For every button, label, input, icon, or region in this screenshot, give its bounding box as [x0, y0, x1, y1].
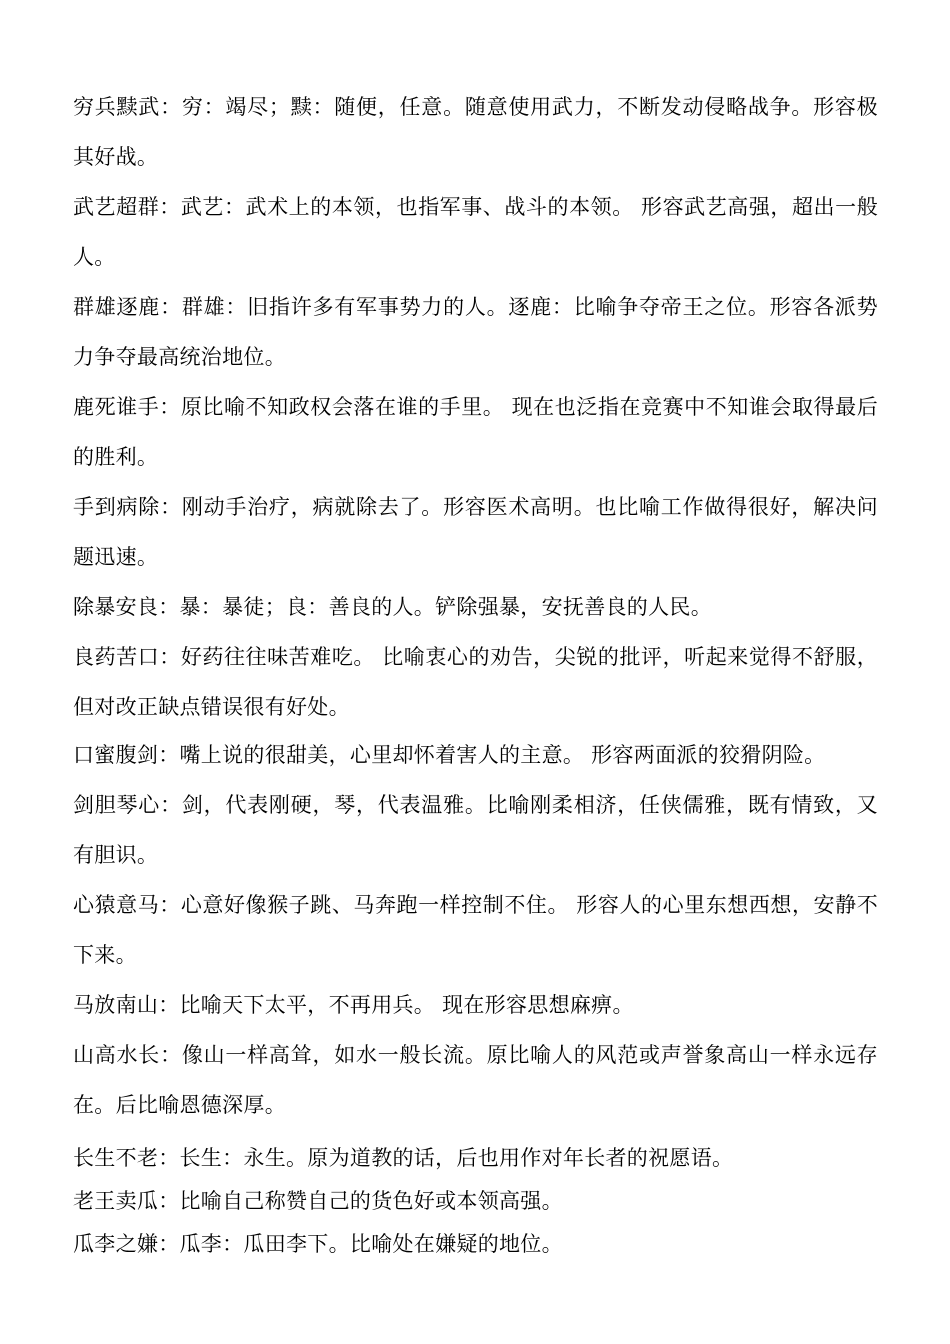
idiom-entry-gualizhixian: 瓜李之嫌：瓜李：瓜田李下。比喻处在嫌疑的地位。 — [73, 1232, 563, 1256]
idiom-entry-liangyaokukou: 良药苦口：好药往往味苦难吃。 比喻衷心的劝告，尖锐的批评，听起来觉得不舒服，但对改正缺点错误很有好处。 — [73, 645, 878, 719]
idiom-entry-chubaoanliang: 除暴安良：暴：暴徒；良：善良的人。铲除强暴，安抚善良的人民。 — [73, 595, 712, 619]
idiom-entry-shoudaobingchu: 手到病除：刚动手治疗，病就除去了。形容医术高明。也比喻工作做得很好，解决问题迅速。 — [73, 495, 878, 569]
idiom-entry-shangaoshuichang: 山高水长：像山一样高耸，如水一般长流。原比喻人的风范或声誉象高山一样永远存在。后比喻恩德深厚。 — [73, 1043, 878, 1117]
idiom-entry-xinyuanyima: 心猿意马：心意好像猴子跳、马奔跑一样控制不住。 形容人的心里东想西想，安静不下来。 — [73, 893, 878, 967]
idiom-entry-mafangnanshan: 马放南山：比喻天下太平，不再用兵。 现在形容思想麻痹。 — [73, 993, 634, 1017]
idiom-entry-lusishuishou: 鹿死谁手：原比喻不知政权会落在谁的手里。 现在也泛指在竞赛中不知谁会取得最后的胜利。 — [73, 395, 878, 469]
idiom-entry-qiongbingduwu: 穷兵黩武：穷：竭尽；黩：随便，任意。随意使用武力，不断发动侵略战争。形容极其好战。 — [73, 95, 878, 169]
idiom-entry-jiandanqinxin: 剑胆琴心：剑，代表刚硬，琴，代表温雅。比喻刚柔相济，任侠儒雅，既有情致，又有胆识。 — [73, 793, 878, 867]
idiom-entry-laowangmaigua: 老王卖瓜：比喻自己称赞自己的货色好或本领高强。 — [73, 1189, 563, 1213]
idiom-entry-changshengbulao: 长生不老：长生：永生。原为道教的话，后也用作对年长者的祝愿语。 — [73, 1146, 734, 1170]
idiom-entry-wuyichaoqun: 武艺超群：武艺：武术上的本领，也指军事、战斗的本领。 形容武艺高强，超出一般人。 — [73, 195, 878, 269]
idiom-entry-koumifujian: 口蜜腹剑：嘴上说的很甜美，心里却怀着害人的主意。 形容两面派的狡猾阴险。 — [73, 743, 826, 767]
idiom-entry-qunxiongzhulu: 群雄逐鹿：群雄：旧指许多有军事势力的人。逐鹿：比喻争夺帝王之位。形容各派势力争夺最高统治地位。 — [73, 295, 878, 369]
